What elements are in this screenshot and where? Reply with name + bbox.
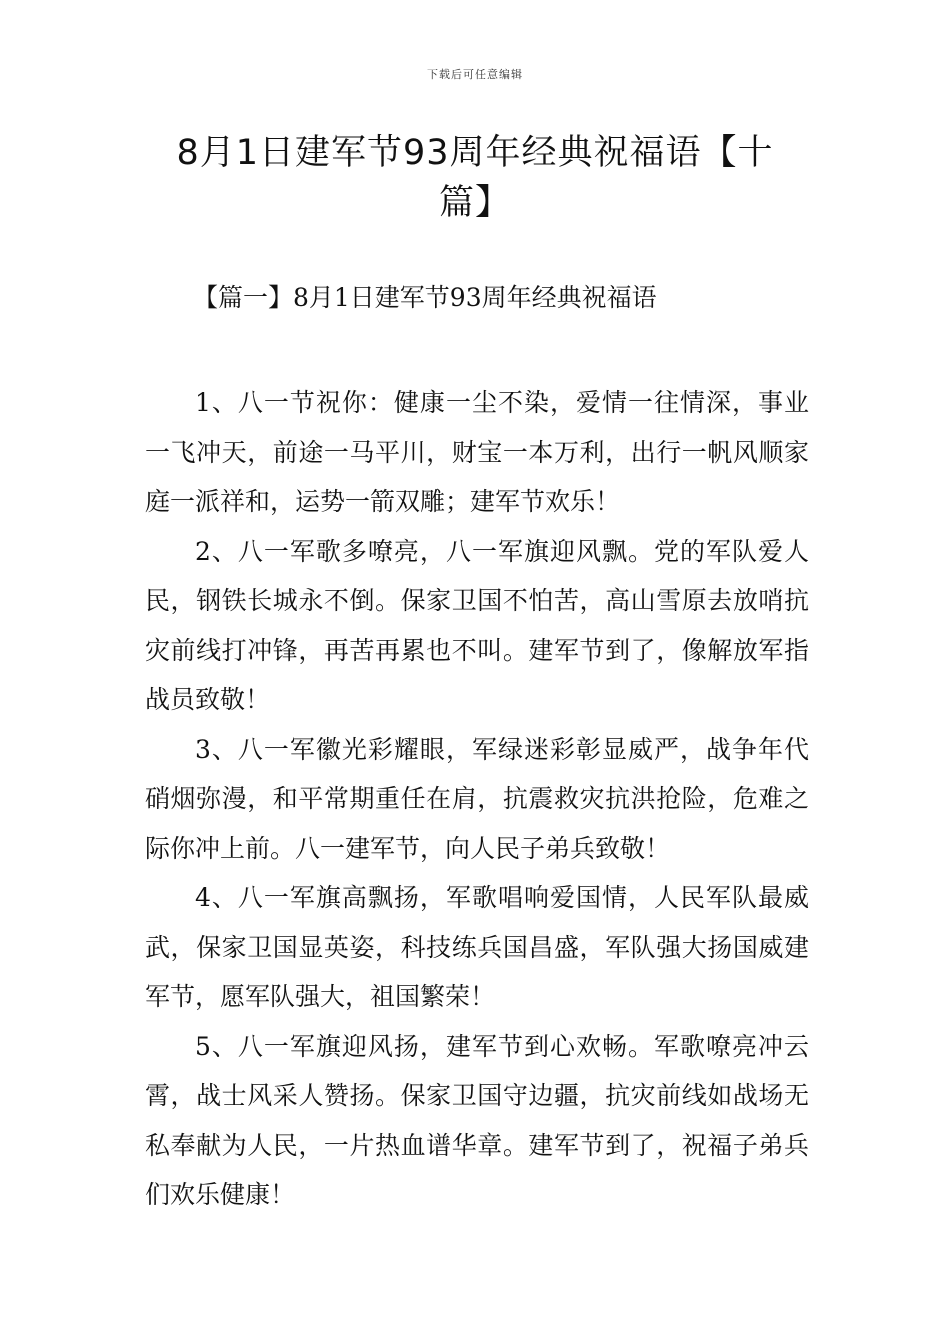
paragraph-4: 4、八一军旗高飘扬，军歌唱响爱国情，人民军队最威武，保家卫国显英姿，科技练兵国昌盛，军队强大扬国威建军节，愿军队强大，祖国繁荣！ — [145, 883, 809, 1011]
paragraph-2: 2、八一军歌多嘹亮，八一军旗迎风飘。党的军队爱人民，钢铁长城永不倒。保家卫国不怕苦，高山雪原去放哨抗灾前线打冲锋，再苦再累也不叫。建军节到了，像解放军指战员致敬！ — [145, 536, 809, 714]
body-text — [145, 378, 809, 1220]
header-note: 下载后可任意编辑 — [427, 68, 523, 81]
document-title: 8月1日建军节93周年经典祝福语【十篇】 — [176, 133, 774, 223]
paragraph-1: 1、八一节祝你：健康一尘不染，爱情一往情深，事业一飞冲天，前途一马平川，财宝一本万利，出行一帆风顺家庭一派祥和，运势一箭双雕；建军节欢乐！ — [145, 388, 809, 516]
paragraph-3: 3、八一军徽光彩耀眼，军绿迷彩彰显威严，战争年代硝烟弥漫，和平常期重任在肩，抗震救灾抗洪抢险，危难之际你冲上前。八一建军节，向人民子弟兵致敬！ — [145, 734, 809, 863]
paragraph-5: 5、八一军旗迎风扬，建军节到心欢畅。军歌嘹亮冲云霄，战士风采人赞扬。保家卫国守边疆，抗灾前线如战场无私奉献为人民，一片热血谱华章。建军节到了，祝福子弟兵们欢乐健康！ — [145, 1031, 809, 1209]
section-heading: 【篇一】8月1日建军节93周年经典祝福语 — [193, 283, 657, 312]
